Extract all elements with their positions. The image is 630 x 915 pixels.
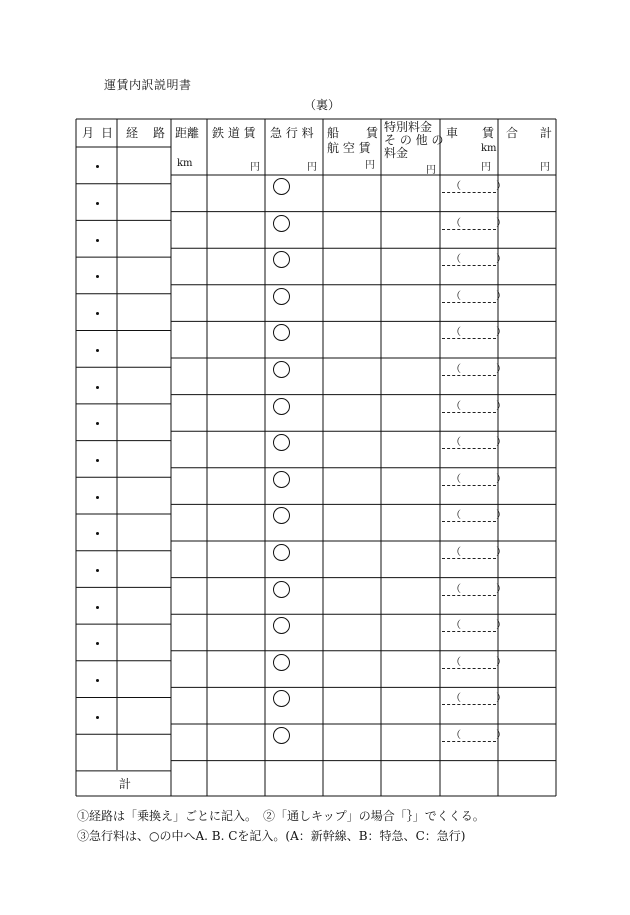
header-route-2: 路 <box>153 126 166 140</box>
car-distance-paren: （ ） <box>451 510 523 522</box>
car-dashed-divider <box>442 302 496 303</box>
header-total-2: 計 <box>540 126 553 140</box>
express-code-circle[interactable] <box>273 361 290 378</box>
date-separator-dot <box>96 459 99 462</box>
express-code-circle[interactable] <box>273 727 290 744</box>
car-distance-paren: （ ） <box>451 473 523 485</box>
car-distance-paren: （ ） <box>451 400 523 412</box>
header-air-fare: 航 空 賃 <box>327 141 371 155</box>
car-dashed-divider <box>442 338 496 339</box>
header-rail-unit: 円 <box>250 162 260 173</box>
header-total-1: 合 <box>506 126 519 140</box>
express-code-circle[interactable] <box>273 544 290 561</box>
note-1: ①経路は「乗換え」ごとに記入。 ②「通しキップ」の場合「｝」でくくる。 <box>77 809 485 823</box>
date-separator-dot <box>96 349 99 352</box>
car-distance-paren: （ ） <box>451 730 523 741</box>
header-ship-unit: 円 <box>365 160 375 171</box>
express-code-circle[interactable] <box>273 178 290 195</box>
car-dashed-divider <box>442 668 496 669</box>
header-car-1: 車 <box>446 126 459 140</box>
header-car-yen: 円 <box>481 162 491 173</box>
header-car-km: km <box>481 143 497 154</box>
car-distance-paren: （ ） <box>451 437 523 449</box>
car-distance-paren: （ ） <box>451 290 523 302</box>
header-special-unit: 円 <box>426 165 436 176</box>
header-day: 日 <box>101 126 114 140</box>
car-distance-paren: （ ） <box>451 656 523 668</box>
header-distance: 距離 <box>175 126 200 140</box>
date-separator-dot <box>96 386 99 389</box>
header-express-fee: 急 行 料 <box>270 126 314 140</box>
header-special-3: 料金 <box>384 146 409 160</box>
header-special-1: 特別料金 <box>384 120 433 134</box>
car-dashed-divider <box>442 558 496 559</box>
car-dashed-divider <box>442 595 496 596</box>
car-dashed-divider <box>442 485 496 486</box>
car-distance-paren: （ ） <box>451 620 523 632</box>
car-dashed-divider <box>442 521 496 522</box>
note-2: ③急行料は、○の中へA. B. Cを記入。(A：新幹線、B：特急、C：急行) <box>77 829 466 843</box>
express-code-circle[interactable] <box>273 654 290 671</box>
car-dashed-divider <box>442 704 496 705</box>
express-code-circle[interactable] <box>273 215 290 232</box>
car-dashed-divider <box>442 229 496 230</box>
date-separator-dot <box>96 239 99 242</box>
header-route-1: 経 <box>126 126 139 140</box>
car-distance-paren: （ ） <box>451 181 523 192</box>
document-title: 運賃内訳説明書 <box>104 78 192 92</box>
car-dashed-divider <box>442 265 496 266</box>
express-code-circle[interactable] <box>273 398 290 415</box>
car-distance-paren: （ ） <box>451 583 523 595</box>
express-code-circle[interactable] <box>273 471 290 488</box>
header-distance-unit: km <box>177 158 193 169</box>
header-express-unit: 円 <box>307 162 317 173</box>
car-dashed-divider <box>442 375 496 376</box>
total-row-label: 計 <box>119 777 132 791</box>
car-distance-paren: （ ） <box>451 547 523 558</box>
header-month: 月 <box>82 126 95 140</box>
header-ship-1a: 船 <box>327 126 340 140</box>
header-rail-fare: 鉄 道 賃 <box>212 126 256 140</box>
date-separator-dot <box>96 496 99 499</box>
car-dashed-divider <box>442 631 496 632</box>
express-code-circle[interactable] <box>273 288 290 305</box>
car-distance-paren: （ ） <box>451 254 523 266</box>
car-distance-paren: （ ） <box>451 693 523 705</box>
date-separator-dot <box>96 606 99 609</box>
express-code-circle[interactable] <box>273 581 290 598</box>
car-distance-paren: （ ） <box>451 327 523 339</box>
car-dashed-divider <box>442 741 496 742</box>
date-separator-dot <box>96 716 99 719</box>
car-dashed-divider <box>442 192 496 193</box>
header-total-unit: 円 <box>540 162 550 173</box>
car-dashed-divider <box>442 412 496 413</box>
car-distance-paren: （ ） <box>451 364 523 375</box>
header-car-2: 賃 <box>482 126 495 140</box>
car-distance-paren: （ ） <box>451 217 523 229</box>
header-special-2: そ の 他 の <box>384 133 444 147</box>
header-ship-1b: 賃 <box>366 126 379 140</box>
document-side-label: （裏） <box>304 98 341 112</box>
car-dashed-divider <box>442 448 496 449</box>
